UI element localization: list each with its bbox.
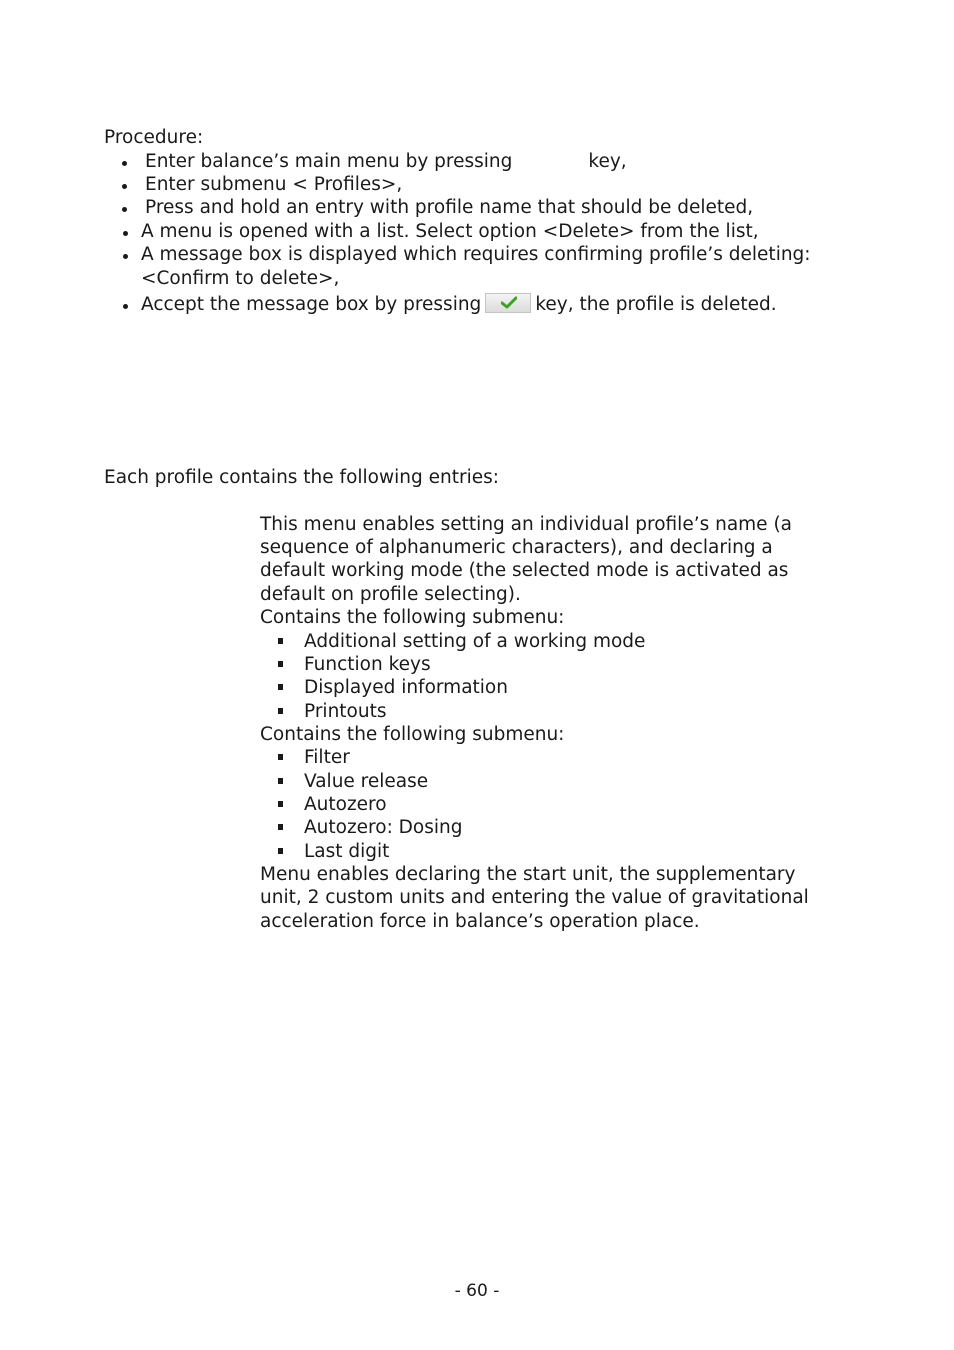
procedure-step-1	[145, 150, 627, 173]
submenu-heading: Contains the following submenu:	[260, 724, 565, 745]
list-bullet	[278, 661, 283, 667]
list-bullet	[278, 684, 283, 690]
procedure-heading: Procedure:	[104, 127, 204, 148]
bullet	[122, 207, 127, 212]
submenu-item: Displayed information	[304, 677, 508, 698]
submenu-item: Filter	[304, 747, 350, 768]
list-bullet	[278, 824, 283, 830]
list-bullet	[278, 638, 283, 644]
procedure-step-6	[141, 293, 777, 316]
submenu-item: Additional setting of a working mode	[304, 631, 646, 652]
step-text: Enter balance’s main menu by pressing	[145, 151, 513, 172]
list-bullet	[278, 848, 283, 854]
procedure-step-5-line-2: <Confirm to delete>,	[141, 268, 340, 289]
bullet	[122, 184, 127, 189]
checkmark-key-icon	[485, 293, 531, 313]
bullet	[122, 161, 127, 166]
description-line: default working mode (the selected mode is activated as	[260, 560, 789, 581]
entries-intro: Each profile contains the following entries:	[104, 467, 499, 488]
submenu-item: Autozero	[304, 794, 387, 815]
procedure-step-5-line-1: A message box is displayed which requires confirming profile’s deleting:	[141, 244, 811, 265]
submenu-item: Function keys	[304, 654, 431, 675]
submenu-heading: Contains the following submenu:	[260, 607, 565, 628]
units-description-line: Menu enables declaring the start unit, the supplementary	[260, 864, 796, 885]
description-line: sequence of alphanumeric characters), and declaring a	[260, 537, 773, 558]
description-line: This menu enables setting an individual profile’s name (a	[260, 514, 793, 535]
procedure-step-3: Press and hold an entry with profile name that should be deleted,	[145, 197, 754, 218]
procedure-step-4: A menu is opened with a list. Select option <Delete> from the list,	[141, 221, 759, 242]
submenu-item: Autozero: Dosing	[304, 817, 463, 838]
procedure-step-2: Enter submenu < Profiles>,	[145, 174, 403, 195]
description-line: default on profile selecting).	[260, 584, 521, 605]
bullet	[123, 231, 128, 236]
list-bullet	[278, 801, 283, 807]
list-bullet	[278, 778, 283, 784]
units-description-line: unit, 2 custom units and entering the value of gravitational	[260, 887, 809, 908]
units-description-line: acceleration force in balance’s operation place.	[260, 911, 700, 932]
step-text: Accept the message box by pressing	[141, 294, 482, 315]
step-text: key,	[588, 151, 627, 172]
submenu-item: Printouts	[304, 701, 387, 722]
page-number: - 60 -	[454, 1281, 500, 1301]
bullet	[123, 304, 128, 309]
submenu-item: Value release	[304, 771, 429, 792]
step-text: key, the profile is deleted.	[535, 294, 777, 315]
bullet	[123, 254, 128, 259]
list-bullet	[278, 754, 283, 760]
submenu-item: Last digit	[304, 841, 390, 862]
list-bullet	[278, 708, 283, 714]
